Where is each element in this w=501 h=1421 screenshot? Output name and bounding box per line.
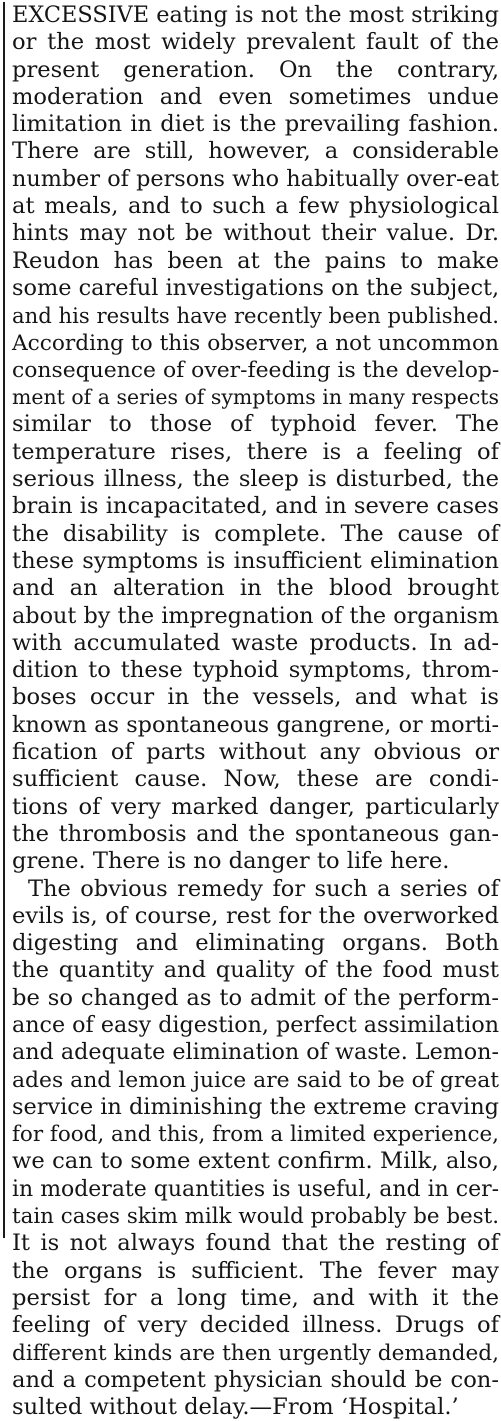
article-line: moderation and even sometimes undue	[12, 83, 499, 110]
article-line: the thrombosis and the spontaneous gan-	[12, 820, 499, 847]
article-line: serious illness, the sleep is disturbed, the	[12, 466, 499, 493]
article-line: different kinds are then urgently demanded,	[12, 1340, 499, 1366]
article-line: tain cases skim milk would probably be best.	[12, 1204, 499, 1230]
article-line: ment of a series of symptoms in many respects	[12, 385, 499, 410]
article-line: known as spontaneous gangrene, or morti-	[12, 711, 499, 738]
article-line: some careful investigations on the subject,	[12, 274, 500, 301]
article-line: or the most widely prevalent fault of the	[12, 29, 499, 56]
article-line: It is not always found that the resting of	[12, 1230, 499, 1257]
article-line: at meals, and to such a few physiological	[12, 193, 499, 220]
article-line: According to this observer, a not uncommon	[12, 330, 499, 356]
article-line: be so changed as to admit of the perform-	[12, 984, 499, 1011]
article-line: the quantity and quality of the food must	[12, 957, 499, 984]
article-line: we can to some extent confirm. Milk, also,	[12, 1148, 499, 1175]
article-line: fication of parts without any obvious or	[12, 739, 499, 766]
article-line: boses occur in the vessels, and what is	[12, 684, 499, 711]
article-line: digesting and eliminating organs. Both	[12, 930, 499, 957]
article-line: hints may not be without their value. Dr.	[12, 220, 499, 247]
article-line: The obvious remedy for such a series of	[28, 875, 499, 902]
article-line: number of persons who habitually over-eat	[12, 165, 499, 192]
article-line: brain is incapacitated, and in severe cases	[12, 493, 500, 520]
article-line: ance of easy digestion, perfect assimilation	[12, 1011, 499, 1038]
article-line: with accumulated waste products. In ad-	[12, 629, 499, 656]
article-line: feeling of very decided illness. Drugs of	[12, 1312, 499, 1339]
article-line: EXCESSIVE eating is not the most striking	[12, 2, 499, 28]
newspaper-column	[3, 2, 500, 1421]
article-line: sulted without delay.—From ‘Hospital.’	[12, 1394, 459, 1421]
article-line: Reudon has been at the pains to make	[12, 247, 499, 274]
article-line: evils is, of course, rest for the overworked	[12, 902, 499, 929]
article-line: for food, and this, from a limited experience,	[12, 1122, 499, 1148]
article-line: and adequate elimination of waste. Lemon-	[12, 1039, 499, 1066]
article-line: consequence of over-feeding is the develop-	[12, 357, 500, 383]
article-line: There are still, however, a considerable	[12, 138, 499, 165]
article-line: limitation in diet is the prevailing fashion.	[12, 111, 499, 138]
article-line: the organs is sufficient. The fever may	[12, 1257, 499, 1284]
article-line: and an alteration in the blood brought	[12, 575, 499, 602]
article-line: and his results have recently been published.	[12, 303, 499, 329]
article-line: temperature rises, there is a feeling of	[12, 438, 499, 465]
article-line: sufficient cause. Now, these are condi-	[12, 766, 499, 793]
article-line: service in diminishing the extreme craving	[12, 1093, 499, 1120]
article-body	[12, 2, 499, 1421]
article-line: tions of very marked danger, particularly	[12, 793, 499, 820]
article-line: about by the impregnation of the organism	[12, 602, 499, 629]
article-line: dition to these typhoid symptoms, throm-	[12, 657, 499, 684]
article-line: in moderate quantities is useful, and in cer-	[12, 1176, 499, 1202]
article-line: ades and lemon juice are said to be of great	[12, 1067, 500, 1093]
article-line: similar to those of typhoid fever. The	[12, 411, 499, 438]
article-line: the disability is complete. The cause of	[12, 520, 499, 547]
article-line: present generation. On the contrary,	[12, 56, 499, 83]
article-line: persist for a long time, and with it the	[12, 1284, 499, 1311]
article-line: and a competent physician should be con-	[12, 1366, 499, 1393]
article-line: these symptoms is insufficient elimination	[12, 547, 499, 574]
article-line: grene. There is no danger to life here.	[12, 848, 450, 875]
